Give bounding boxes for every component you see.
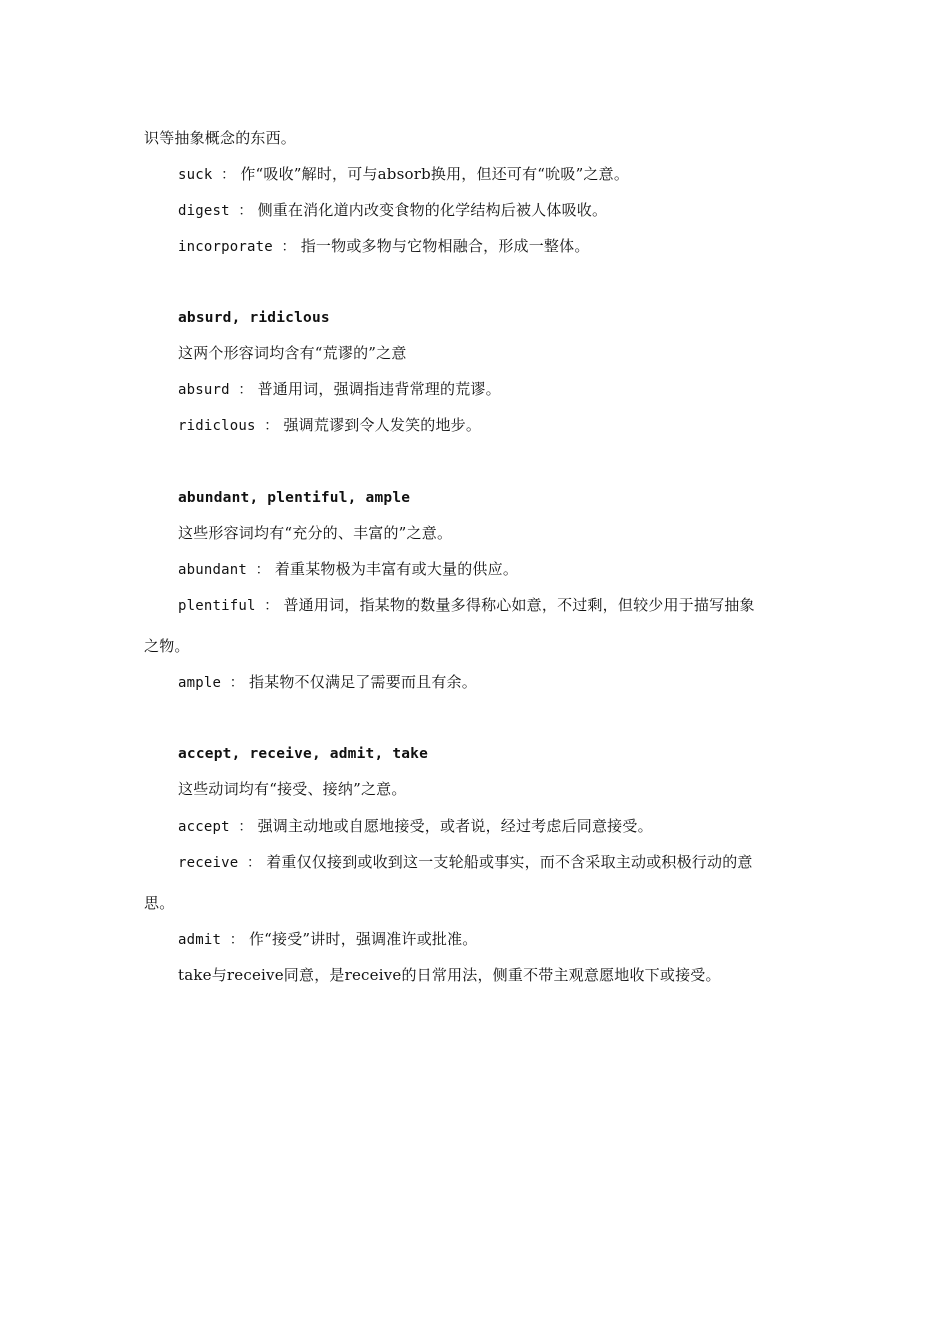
definition-suck [178,164,629,185]
definition-incorporate [178,236,590,257]
term: accept ： [178,819,253,835]
term: abundant ： [178,562,270,578]
group-heading-accept: accept, receive, admit, take [178,746,429,762]
absorb-continuation [144,128,296,148]
definition-text: 着重某物极为丰富有或大量的供应。 [274,560,519,578]
definition-text: 着重仅仅接到或收到这一支轮船或事实，而不含采取主动或积极行动的意 [266,853,753,871]
definition-ridiclous [178,415,481,436]
intro-text: 这些形容词均有“充分的、丰富的”之意。 [178,524,453,542]
definition-plentiful [178,595,755,616]
definition-absurd [178,379,501,400]
definition-text: 指某物不仅满足了需要而且有余。 [248,673,477,691]
definition-accept [178,816,653,837]
term: ridiclous ： [178,418,279,434]
definition-text: 强调主动地或自愿地接受，或者说，经过考虑后同意接受。 [257,817,653,835]
group-heading-abundant: abundant, plentiful, ample [178,490,411,506]
term: digest ： [178,203,253,219]
intro-text: 这些动词均有“接受、接纳”之意。 [178,780,407,798]
definition-take [178,965,721,985]
definition-text: 普通用词，强调指违背常理的荒谬。 [257,380,501,398]
definition-text: 侧重在消化道内改变食物的化学结构后被人体吸收。 [257,201,608,219]
term: plentiful ： [178,598,279,614]
definition-admit [178,929,478,950]
term: absurd ： [178,382,253,398]
paragraph-text: 之物。 [144,637,190,655]
definition-receive [178,852,753,873]
paragraph-text: 识等抽象概念的东西。 [144,129,297,147]
definition-text: 指一物或多物与它物相融合，形成一整体。 [300,237,590,255]
plentiful-continuation [144,636,190,656]
term: admit ： [178,932,244,948]
group-intro [178,523,452,543]
definition-ample [178,672,477,693]
definition-text: 强调荒谬到令人发笑的地步。 [283,416,482,434]
receive-continuation [144,893,174,913]
definition-abundant [178,559,518,580]
definition-text: 作“接受”讲时，强调准许或批准。 [248,930,478,948]
group-intro [178,343,407,363]
definition-digest [178,200,607,221]
definition-text: take与receive同意，是receive的日常用法，侧重不带主观意愿地收下或接受。 [178,966,721,984]
term: suck ： [178,167,236,183]
definition-text: 普通用词，指某物的数量多得称心如意，不过剩，但较少用于描写抽象 [283,596,755,614]
definition-text: 作“吸收”解时，可与absorb换用，但还可有“吮吸”之意。 [240,165,630,183]
term: incorporate ： [178,239,296,255]
paragraph-text: 思。 [144,894,175,912]
term: receive ： [178,855,262,871]
intro-text: 这两个形容词均含有“荒谬的”之意 [178,344,407,362]
group-heading-absurd: absurd, ridiclous [178,310,330,326]
group-intro [178,779,407,799]
term: ample ： [178,675,244,691]
